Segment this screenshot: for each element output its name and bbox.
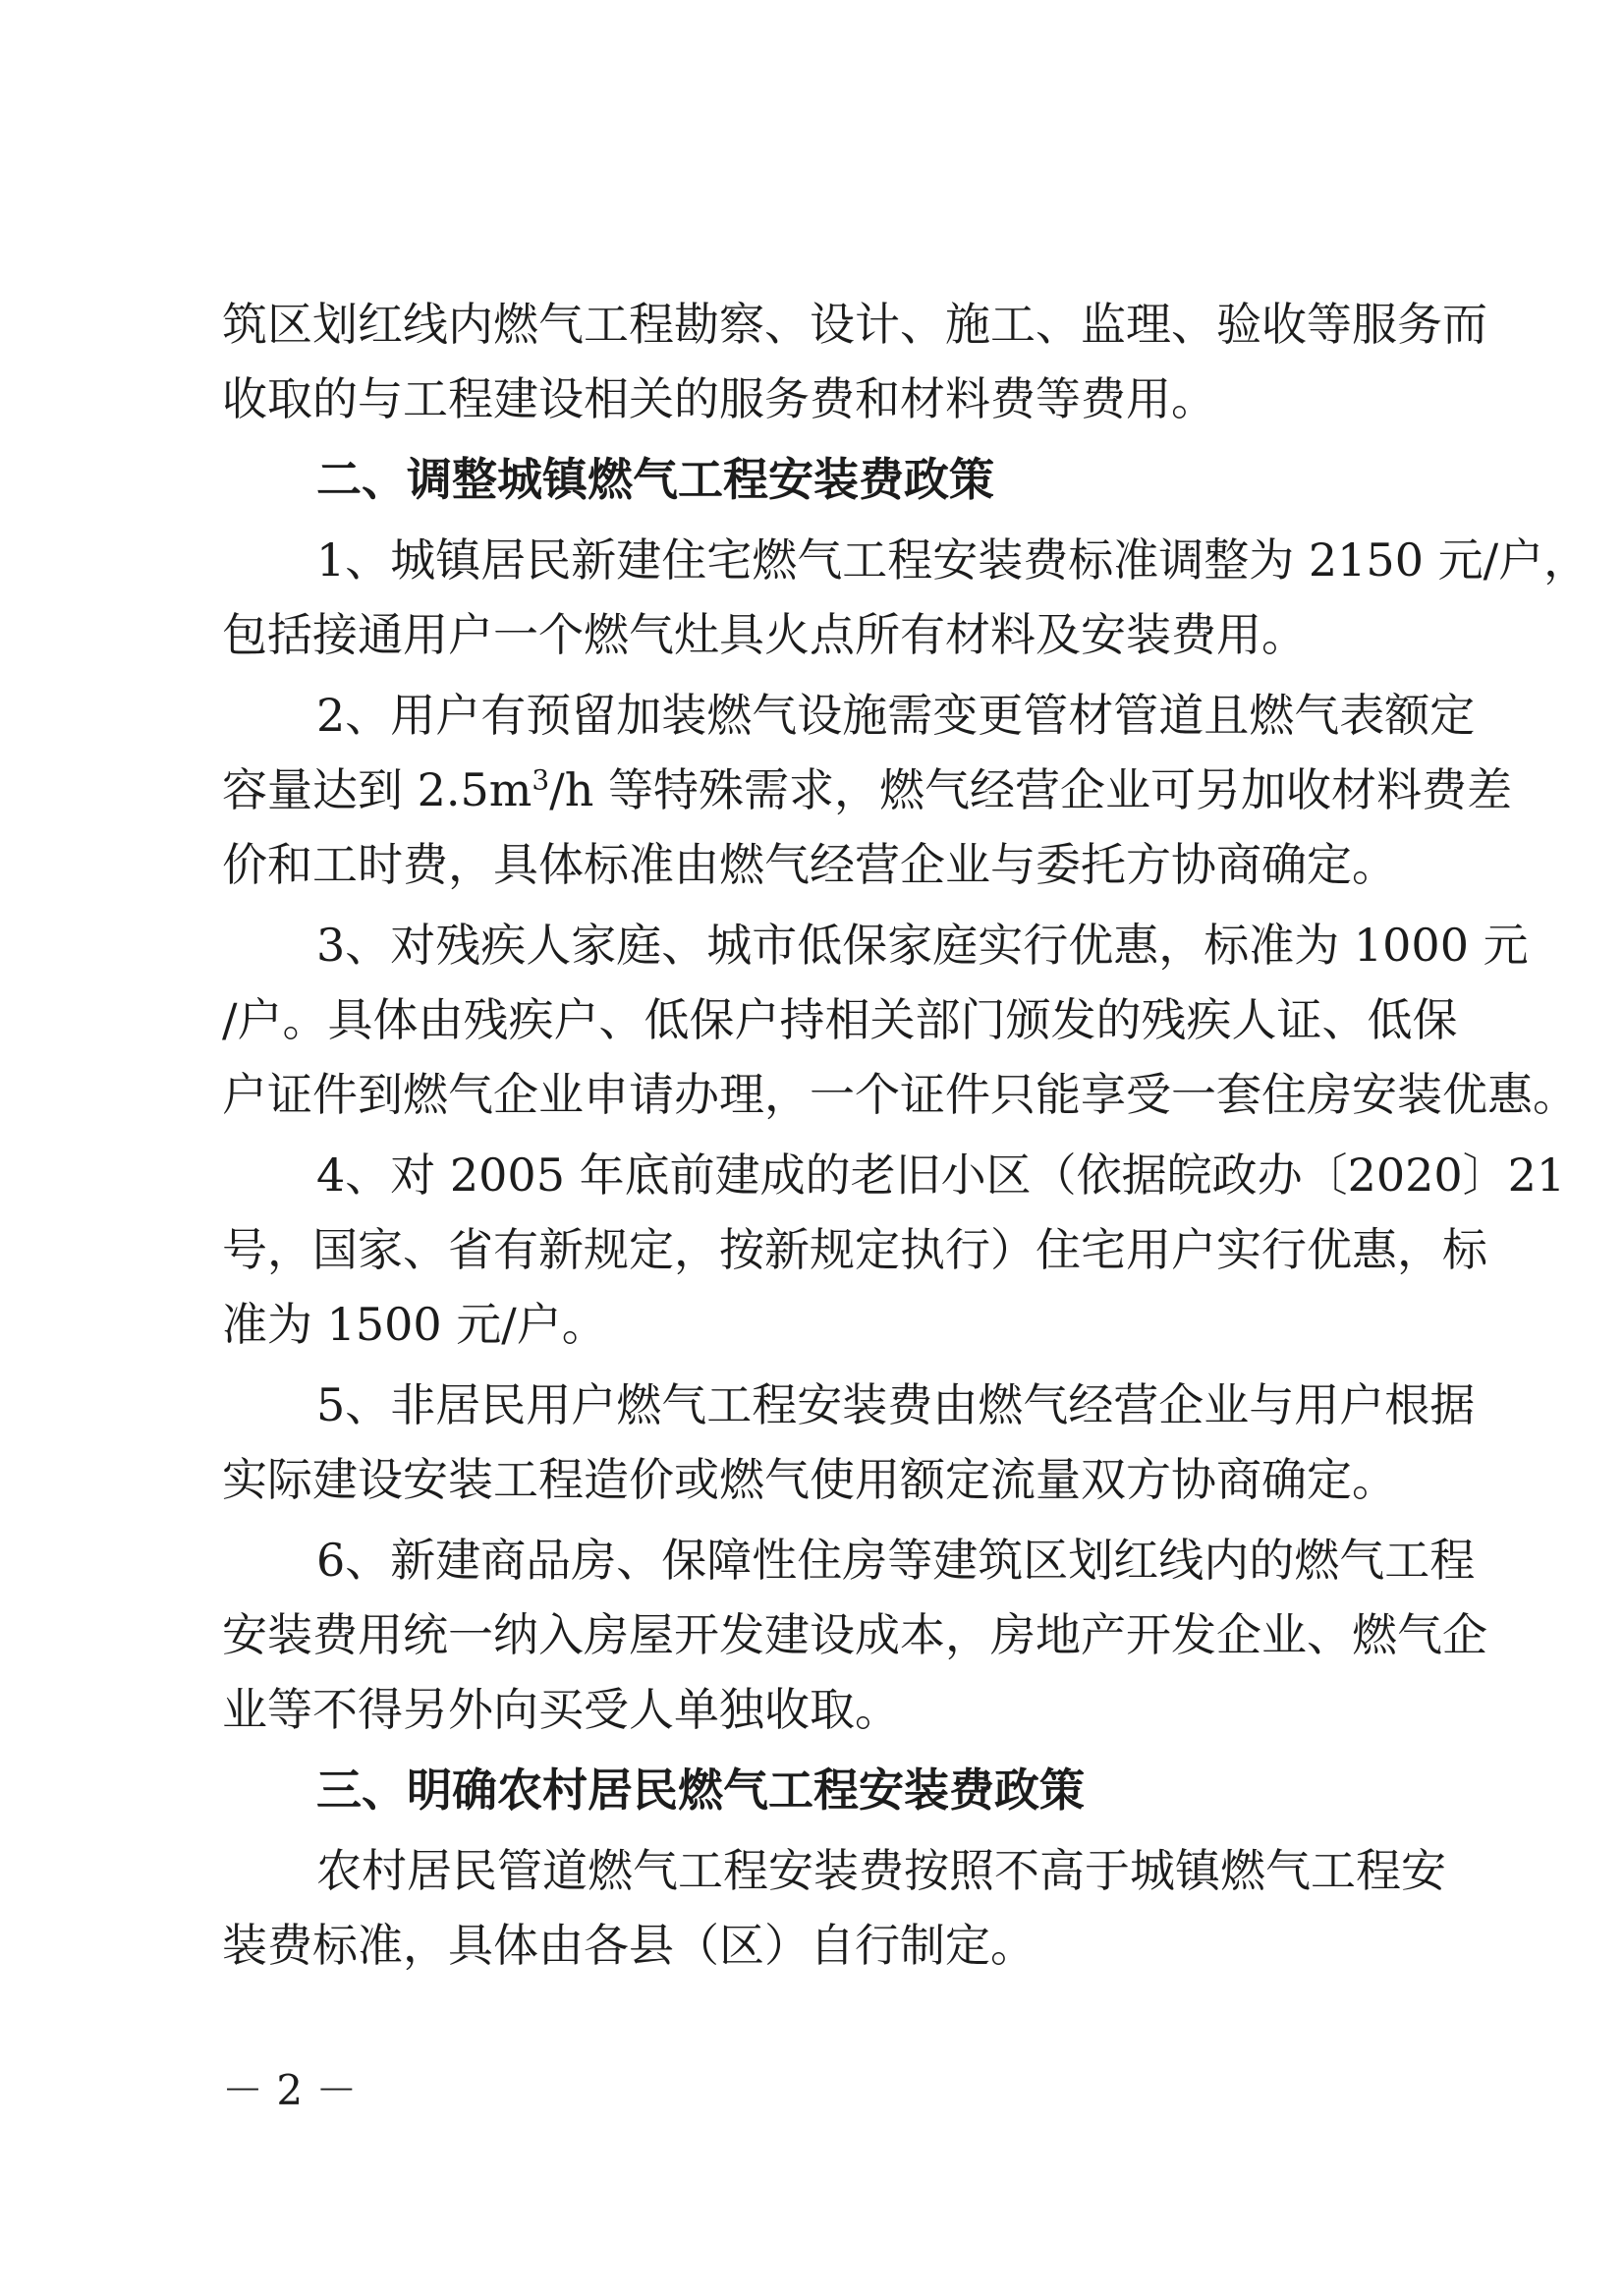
page-number: － 2 － — [222, 2066, 358, 2114]
list-item-text: 2、用户有预留加装燃气设施需变更管材管道且燃气表额定 — [316, 689, 1476, 742]
body-text-line: 准为 1500 元/户。 — [222, 1298, 607, 1351]
body-text-line: /户。具体由残疾户、低保户持相关部门颁发的残疾人证、低保 — [222, 993, 1458, 1046]
body-text-line: 收取的与工程建设相关的服务费和材料费等费用。 — [222, 372, 1216, 425]
body-text-line: 业等不得另外向买受人单独收取。 — [222, 1683, 900, 1736]
body-text-line: 装费标准，具体由各县（区）自行制定。 — [222, 1919, 1036, 1972]
body-text-line: 农村居民管道燃气工程安装费按照不高于城镇燃气工程安 — [316, 1844, 1446, 1897]
text-segment: 容量达到 2.5m — [222, 763, 532, 816]
superscript: 3 — [532, 763, 550, 797]
body-text-line: 实际建设安装工程造价或燃气使用额定流量双方协商确定。 — [222, 1453, 1397, 1506]
body-text-line — [222, 749, 1512, 831]
body-text-line: 户证件到燃气企业申请办理，一个证件只能享受一套住房安装优惠。 — [222, 1068, 1578, 1121]
body-text-line: 筑区划红线内燃气工程勘察、设计、施工、监理、验收等服务而 — [222, 298, 1487, 351]
body-text-line: 价和工时费，具体标准由燃气经营企业与委托方协商确定。 — [222, 838, 1397, 891]
body-text-line: 安装费用统一纳入房屋开发建设成本，房地产开发企业、燃气企 — [222, 1608, 1487, 1661]
section-heading: 三、明确农村居民燃气工程安装费政策 — [316, 1763, 1085, 1817]
body-text-line: 号，国家、省有新规定，按新规定执行）住宅用户实行优惠，标 — [222, 1223, 1487, 1276]
list-item-text: 3、对残疾人家庭、城市低保家庭实行优惠，标准为 1000 元 — [316, 919, 1529, 972]
text-segment: /h 等特殊需求，燃气经营企业可另加收材料费差 — [549, 763, 1512, 816]
list-item-text: 1、城镇居民新建住宅燃气工程安装费标准调整为 2150 元/户， — [316, 533, 1590, 587]
list-item-text: 4、对 2005 年底前建成的老旧小区（依据皖政办〔2020〕21 — [316, 1148, 1566, 1202]
list-item-text: 5、非居民用户燃气工程安装费由燃气经营企业与用户根据 — [316, 1378, 1476, 1431]
section-heading: 二、调整城镇燃气工程安装费政策 — [316, 453, 994, 506]
list-item-text: 6、新建商品房、保障性住房等建筑区划红线内的燃气工程 — [316, 1534, 1476, 1587]
body-text-line: 包括接通用户一个燃气灶具火点所有材料及安装费用。 — [222, 608, 1307, 661]
